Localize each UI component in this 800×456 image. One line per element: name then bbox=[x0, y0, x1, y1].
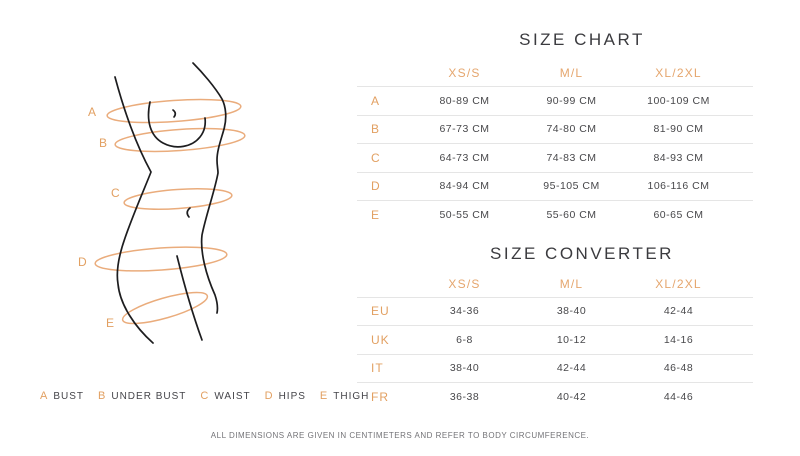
column-header-xl2xl: XL/2XL bbox=[655, 66, 702, 80]
table-row-uk bbox=[357, 325, 753, 354]
size-cell: 36-38 bbox=[449, 390, 480, 403]
row-label: E bbox=[371, 207, 381, 222]
size-cell: 42-44 bbox=[556, 362, 587, 375]
body-figure-svg bbox=[0, 0, 340, 380]
navel-mark bbox=[187, 208, 190, 217]
size-cell: 80-89 CM bbox=[439, 94, 490, 107]
size-cell: 34-36 bbox=[449, 305, 480, 318]
section-gap bbox=[357, 229, 753, 244]
body-measurement-diagram bbox=[0, 0, 340, 380]
row-label: UK bbox=[371, 332, 390, 347]
figure-label-e: E bbox=[106, 316, 116, 330]
breast-curve bbox=[149, 102, 206, 147]
legend-letter: D bbox=[264, 390, 274, 402]
figure-label-a: A bbox=[88, 105, 98, 119]
nipple-mark bbox=[173, 110, 175, 117]
row-label: C bbox=[371, 150, 381, 165]
figure-label-d: D bbox=[78, 255, 88, 269]
size-cell: 106-116 CM bbox=[647, 180, 710, 193]
size-cell: 40-42 bbox=[556, 390, 587, 403]
table-row-eu bbox=[357, 297, 753, 326]
legend-item-waist bbox=[200, 390, 250, 402]
row-label: EU bbox=[371, 304, 390, 319]
legend-label: HIPS bbox=[278, 391, 306, 402]
size-cell: 95-105 CM bbox=[543, 180, 600, 193]
row-label: FR bbox=[371, 389, 389, 404]
size-converter-section bbox=[357, 244, 753, 411]
size-chart-header-row bbox=[357, 60, 753, 86]
size-cell: 64-73 CM bbox=[439, 151, 490, 164]
size-chart-section bbox=[357, 30, 753, 229]
size-cell: 14-16 bbox=[663, 333, 694, 346]
size-cell: 44-46 bbox=[663, 390, 694, 403]
size-converter-title: SIZE CONVERTER bbox=[490, 243, 674, 263]
legend-letter: A bbox=[40, 390, 49, 402]
row-label: A bbox=[371, 93, 381, 108]
size-cell: 42-44 bbox=[663, 305, 694, 318]
table-row-fr bbox=[357, 382, 753, 411]
legend-letter: B bbox=[98, 390, 107, 402]
table-row-a bbox=[357, 86, 753, 115]
column-header-ml: M/L bbox=[559, 66, 584, 80]
dimensions-note: ALL DIMENSIONS ARE GIVEN IN CENTIMETERS AND REFER TO BODY CIRCUMFERENCE. bbox=[210, 431, 590, 440]
size-cell: 84-94 CM bbox=[439, 180, 490, 193]
under-bust-ellipse bbox=[114, 125, 245, 155]
row-label: D bbox=[371, 179, 381, 194]
table-row-b bbox=[357, 115, 753, 144]
column-header-xss: XS/S bbox=[448, 66, 481, 80]
size-cell: 90-99 CM bbox=[546, 94, 597, 107]
measurement-legend bbox=[40, 390, 369, 402]
row-label: B bbox=[371, 122, 381, 137]
size-chart-title: SIZE CHART bbox=[519, 30, 645, 49]
size-cell: 55-60 CM bbox=[546, 208, 597, 221]
legend-item-hips bbox=[265, 390, 306, 402]
legend-label: UNDER BUST bbox=[111, 391, 187, 402]
figure-label-c: C bbox=[111, 186, 121, 200]
size-cell: 38-40 bbox=[556, 305, 587, 318]
size-cell: 100-109 CM bbox=[647, 94, 710, 107]
column-header-ml: M/L bbox=[559, 276, 584, 291]
size-cell: 60-65 CM bbox=[653, 208, 704, 221]
size-cell: 46-48 bbox=[663, 362, 694, 375]
size-cell: 50-55 CM bbox=[439, 208, 490, 221]
hips-ellipse bbox=[94, 243, 227, 274]
figure-label-b: B bbox=[99, 136, 109, 150]
legend-label: THIGH bbox=[333, 391, 370, 402]
tables-column bbox=[357, 30, 753, 411]
legend-letter: C bbox=[200, 390, 210, 402]
table-row-c bbox=[357, 143, 753, 172]
size-cell: 74-80 CM bbox=[546, 123, 597, 136]
size-cell: 67-73 CM bbox=[439, 123, 490, 136]
table-row-it bbox=[357, 354, 753, 383]
size-cell: 38-40 bbox=[449, 362, 480, 375]
size-cell: 74-83 CM bbox=[546, 151, 597, 164]
legend-label: BUST bbox=[53, 391, 85, 402]
legend-item-under-bust bbox=[98, 390, 186, 402]
column-header-xss: XS/S bbox=[448, 276, 481, 291]
legend-item-bust bbox=[40, 390, 84, 402]
size-cell: 84-93 CM bbox=[653, 151, 704, 164]
column-header-xl2xl: XL/2XL bbox=[655, 276, 702, 291]
size-cell: 6-8 bbox=[456, 333, 473, 346]
legend-label: WAIST bbox=[214, 391, 251, 402]
table-row-e bbox=[357, 200, 753, 229]
size-cell: 10-12 bbox=[556, 333, 587, 346]
size-converter-header-row bbox=[357, 271, 753, 297]
table-row-d bbox=[357, 172, 753, 201]
inner-leg-line bbox=[177, 256, 202, 340]
size-cell: 81-90 CM bbox=[653, 123, 704, 136]
row-label: IT bbox=[371, 361, 384, 376]
legend-letter: E bbox=[319, 390, 329, 402]
